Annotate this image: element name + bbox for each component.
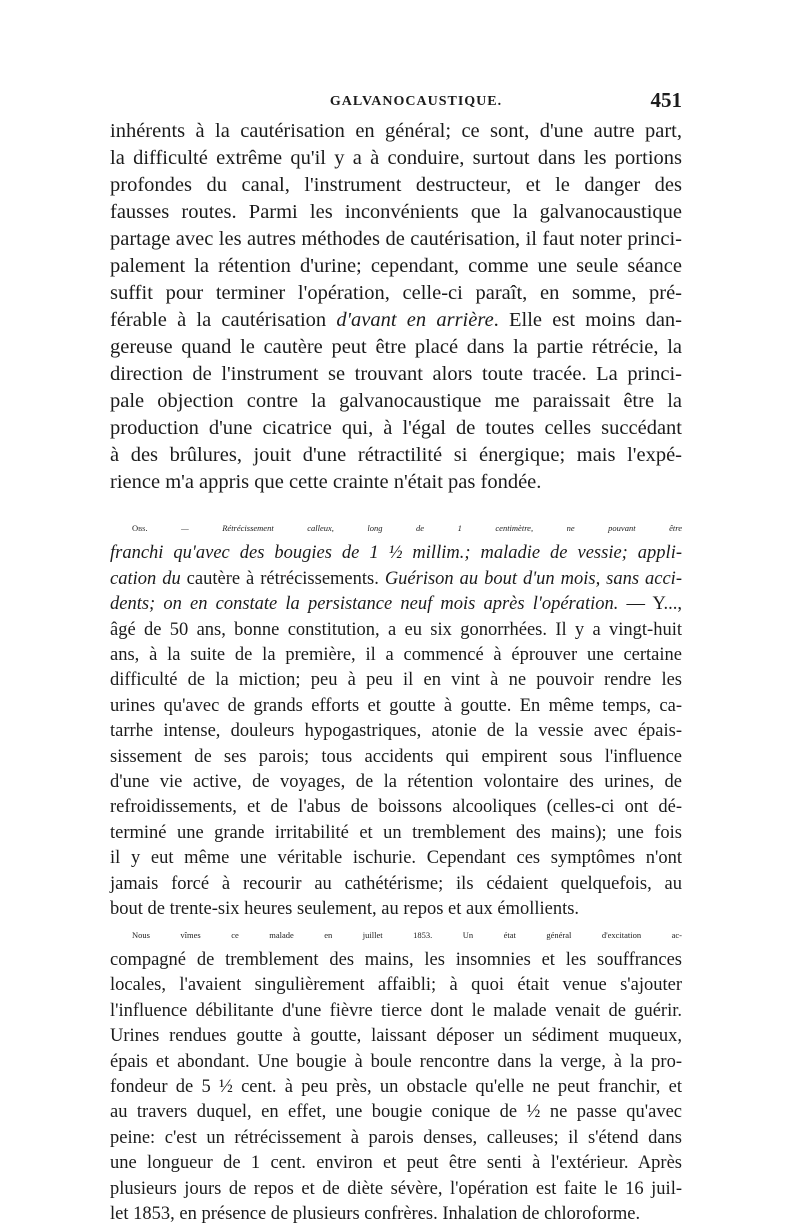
text-line: Urines rendues goutte à goutte, laissant déposer un sédiment muqueux, — [110, 1026, 682, 1047]
text-segment: férable à la cautérisation — [110, 309, 337, 331]
text-line: inhérents à la cautérisation en général; ce sont, d'une autre part, — [110, 120, 682, 142]
running-header — [110, 88, 682, 118]
text-line: partage avec les autres méthodes de cautérisation, il faut noter princi- — [110, 228, 682, 250]
observation-summary: franchi qu'avec des bougies de 1 ½ millim.; maladie de vessie; appli- — [110, 543, 682, 564]
observation-summary: dents; on en constate la persistance neuf mois après l'opération. — [110, 594, 619, 615]
observation-heading-line — [110, 516, 682, 541]
text-line: plusieurs jours de repos et de diète sévère, l'opération est faite le 16 juil- — [110, 1178, 682, 1199]
observation-summary: cation du — [110, 568, 187, 589]
text-line: Nous vîmes ce malade en juillet 1853. Un état général d'excitation ac- — [132, 929, 682, 940]
text-line: à des brûlures, jouit d'une rétractilité si énergique; mais l'expé- — [110, 444, 682, 466]
text-line — [110, 592, 682, 617]
text-line — [110, 307, 682, 334]
text-line: palement la rétention d'urine; cependant, comme une seule séance — [110, 255, 682, 277]
text-line: une longueur de 1 cent. environ et peut être senti à l'extérieur. Après — [110, 1153, 682, 1174]
text-line: gereuse quand le cautère peut être placé dans la partie rétrécie, la — [110, 336, 682, 358]
text-line: compagné de tremblement des mains, les insomnies et les souffrances — [110, 949, 682, 970]
italic-phrase: d'avant en arrière — [336, 309, 494, 331]
text-line: tarrhe intense, douleurs hypogastriques, atonie de la vessie avec épais- — [110, 721, 682, 742]
main-paragraph — [110, 118, 682, 496]
text-segment: . Elle est moins dan- — [493, 309, 682, 331]
text-line: difficulté de la miction; peu à peu il en vint à ne pouvoir rendre les — [110, 670, 682, 691]
text-line: suffit pour terminer l'opération, celle-ci paraît, en somme, pré- — [110, 282, 682, 304]
text-line: jamais forcé à recourir au cathétérisme; ils cédaient quelquefois, au — [110, 873, 682, 894]
text-line: refroidissements, et de l'abus de boissons alcooliques (celles-ci ont dé- — [110, 797, 682, 818]
text-line: épais et abondant. Une bougie à boule rencontre dans la verge, à la pro- — [110, 1051, 682, 1072]
text-line: au travers duquel, en effet, une bougie conique de ½ ne passe qu'avec — [110, 1102, 682, 1123]
text-line: âgé de 50 ans, bonne constitution, a eu six gonorrhées. Il y a vingt-huit — [110, 619, 682, 640]
text-line: fondeur de 5 ½ cent. à peu près, un obstacle qu'elle ne peut franchir, et — [110, 1076, 682, 1097]
observation-summary: — Rétrécissement calleux, long de 1 centimètre, ne pouvant être — [147, 523, 682, 533]
text-line: la difficulté extrême qu'il y a à conduire, surtout dans les portions — [110, 147, 682, 169]
text-line: ans, à la suite de la première, il a commencé à éprouver une certaine — [110, 645, 682, 666]
observation-summary: Guérison au bout d'un mois, sans acci- — [378, 568, 682, 589]
text-segment: — Y..., — [618, 594, 682, 615]
text-line: direction de l'instrument se trouvant alors toute tracée. La princi- — [110, 363, 682, 385]
text-line: peine: c'est un rétrécissement à parois denses, calleuses; il s'étend dans — [110, 1127, 682, 1148]
observation-section — [110, 516, 682, 1227]
text-line: sissement de ses parois; tous accidents qui empirent sous l'influence — [110, 746, 682, 767]
text-line: l'influence débilitante d'une fièvre tierce dont le malade venait de guérir. — [110, 1000, 682, 1021]
text-line: profondes du canal, l'instrument destructeur, et le danger des — [110, 174, 682, 196]
book-page — [110, 88, 682, 1227]
text-line: il y eut même une véritable ischurie. Cependant ces symptômes n'ont — [110, 848, 682, 869]
text-line: d'une vie active, de voyages, de la rétention volontaire des urines, de — [110, 772, 682, 793]
text-segment: cautère à rétrécissements. — [186, 568, 379, 589]
text-line: locales, l'avaient singulièrement affaibli; à quoi était venue s'ajouter — [110, 975, 682, 996]
page-number: 451 — [650, 88, 682, 112]
observation-label: Obs. — [132, 523, 148, 533]
text-line: let 1853, en présence de plusieurs confrères. Inhalation de chloroforme. — [110, 1203, 641, 1224]
text-line: fausses routes. Parmi les inconvénients que la galvanocaustique — [110, 201, 682, 223]
running-title: GALVANOCAUSTIQUE. — [329, 94, 503, 109]
text-line: pale objection contre la galvanocaustique me paraissait être la — [110, 390, 682, 412]
text-line — [110, 541, 682, 566]
text-line: urines qu'avec de grands efforts et goutte à goutte. En même temps, ca- — [110, 695, 682, 716]
text-line: rience m'a appris que cette crainte n'était pas fondée. — [110, 471, 542, 493]
text-line: terminé une grande irritabilité et un tremblement des mains); une fois — [110, 822, 682, 843]
text-line: production d'une cicatrice qui, à l'égal de toutes celles succédant — [110, 417, 682, 439]
text-line: bout de trente-six heures seulement, au repos et aux émollients. — [110, 899, 580, 920]
text-line — [110, 567, 682, 592]
